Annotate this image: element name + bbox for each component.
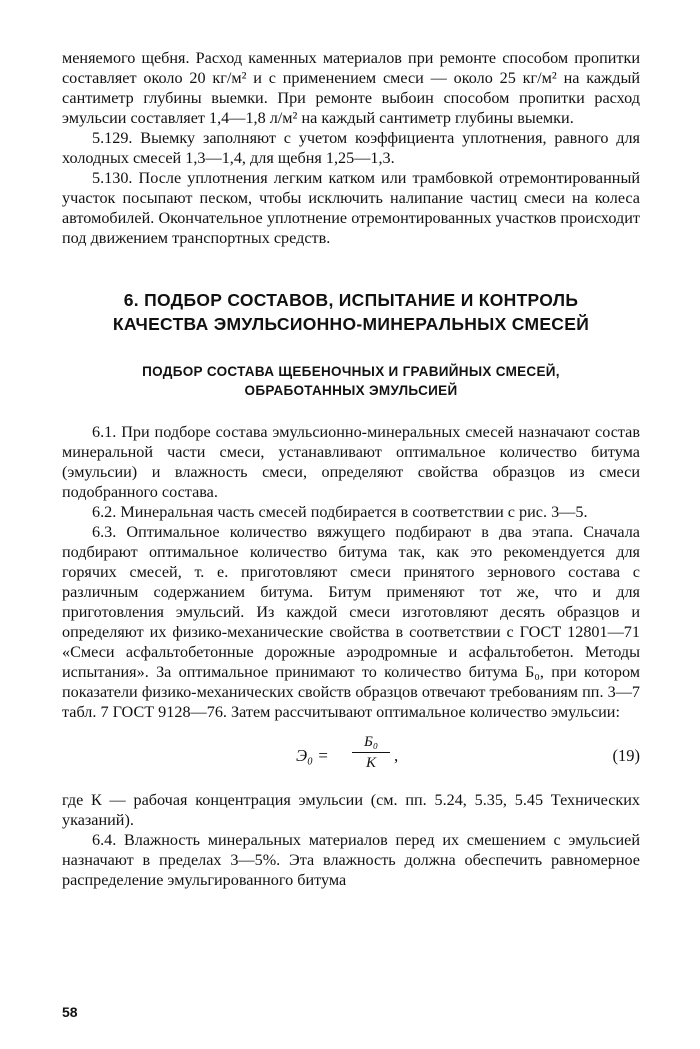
formula-19: [62, 730, 640, 786]
section-title-line-1: 6. ПОДБОР СОСТАВОВ, ИСПЫТАНИЕ И КОНТРОЛЬ: [123, 290, 579, 310]
subsection-title-line-1: ПОДБОР СОСТАВА ЩЕБЕНОЧНЫХ И ГРАВИЙНЫХ СМЕСЕЙ,: [142, 364, 560, 379]
paragraph-continuation: меняемого щебня. Расход каменных материалов при ремонте способом пропитки составляет около 20 кг/м² и с применением смеси — около 25 кг/м² на каждый сантиметр глубины выемки. При ремонте выбоин способом пропитки расход эмульсии составляет 1,4—1,8 л/м² на каждый сантиметр глубины выемки.: [62, 49, 640, 127]
formula-number: (19): [612, 746, 640, 765]
paragraph-5-130: 5.130. После уплотнения легким катком или трамбовкой отремонтированный участок посыпают песком, чтобы исключить налипание частиц смеси на колеса автомобилей. Окончательное уплотнение отремонтированных участков происходит под движением транспортных средств.: [62, 169, 640, 247]
section-title-line-2: КАЧЕСТВА ЭМУЛЬСИОННО-МИНЕРАЛЬНЫХ СМЕСЕЙ: [112, 314, 590, 334]
formula-explanation: где К — рабочая концентрация эмульсии (см. пп. 5.24, 5.35, 5.45 Технических указаний).: [62, 791, 640, 829]
page-number: 58: [62, 1004, 78, 1020]
formula-lhs: Э₀ =: [296, 746, 329, 765]
formula-numerator: Б₀: [352, 732, 390, 753]
formula-fraction: [352, 732, 390, 773]
paragraph-6-2: 6.2. Минеральная часть смесей подбирается в соответствии с рис. 3—5.: [92, 503, 588, 521]
paragraph-6-4: 6.4. Влажность минеральных материалов перед их смешением с эмульсией назначают в пределах 3—5%. Эта влажность должна обеспечить равномерное распределение эмульгированного битума: [62, 831, 640, 889]
page-body: [62, 48, 640, 890]
formula-denominator: К: [366, 755, 376, 771]
paragraph-5-129: 5.129. Выемку заполняют с учетом коэффициента уплотнения, равного для холодных смесей 1,3—1,4, для щебня 1,25—1,3.: [62, 129, 640, 167]
paragraph-6-3: 6.3. Оптимальное количество вяжущего подбирают в два этапа. Сначала подбирают оптимальное количество битума так, как это рекомендуется для горячих смесей, т. е. приготовляют смеси принятого зернового состава с различным содержанием битума. Битум применяют тот же, что и для приготовления эмульсий. Из каждой смеси изготовляют десять образцов и определяют их физико-механические свойства в соответствии с ГОСТ 12801—71 «Смеси асфальтобетонные дорожные аэродромные и асфальтобетон. Методы испытания». За оптимальное принимают то количество битума Б₀, при котором показатели физико-механических свойств образцов отвечают требованиям пп. 3—7 табл. 7 ГОСТ 9128—76. Затем рассчитывают оптимальное количество эмульсии:: [62, 523, 640, 721]
subsection-title-line-2: ОБРАБОТАННЫХ ЭМУЛЬСИЕЙ: [244, 383, 458, 398]
formula-comma: ,: [394, 746, 399, 765]
paragraph-6-1: 6.1. При подборе состава эмульсионно-минеральных смесей назначают состав минеральной части смеси, устанавливают оптимальное количество битума (эмульсии) и влажность смеси, определяют свойства образцов из смеси подобранного состава.: [62, 423, 640, 501]
